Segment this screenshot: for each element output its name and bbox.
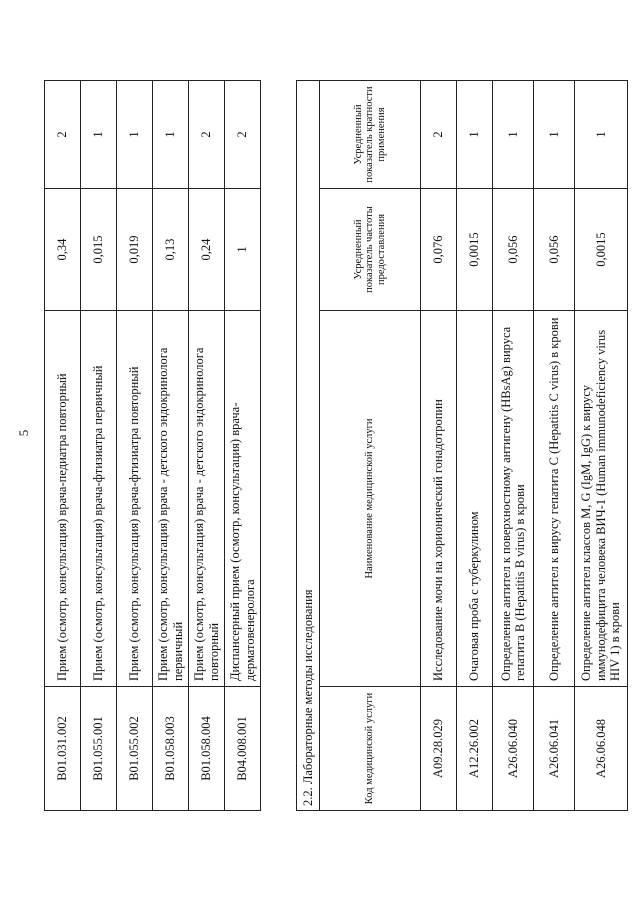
table-row xyxy=(493,80,534,810)
service-code: B01.055.001 xyxy=(81,687,117,811)
multiplicity-value: 1 xyxy=(117,81,153,189)
section-title: 2.2. Лабораторные методы исследования xyxy=(297,80,320,810)
frequency-value: 1 xyxy=(225,189,261,311)
multiplicity-value: 2 xyxy=(45,81,81,189)
service-code: A26.06.041 xyxy=(534,687,575,811)
service-code: A26.06.040 xyxy=(493,687,534,811)
service-name: Прием (осмотр, консультация) врача-фтизиатра первичный xyxy=(81,311,117,687)
multiplicity-value: 1 xyxy=(81,81,117,189)
frequency-value: 0,015 xyxy=(81,189,117,311)
multiplicity-value: 1 xyxy=(575,80,628,188)
services-table-top xyxy=(44,80,261,811)
service-code: B01.058.003 xyxy=(153,687,189,811)
service-name: Определение антител к поверхностному антигену (HBsAg) вируса гепатита B (Hepatitis B virus) в крови xyxy=(493,311,534,687)
multiplicity-value: 1 xyxy=(493,80,534,188)
table-row xyxy=(153,81,189,811)
header-name: Наименование медицинской услуги xyxy=(320,311,421,687)
service-code: B04.008.001 xyxy=(225,687,261,811)
table-row xyxy=(45,81,81,811)
table-row xyxy=(117,81,153,811)
service-name: Определение антител классов M, G (IgM, IgG) к вирусу иммунодефицита человека ВИЧ-1 (Human immunodeficiency virus HIV 1) в крови xyxy=(575,311,628,687)
service-name: Очаговая проба с туберкулином xyxy=(457,311,493,687)
frequency-value: 0,056 xyxy=(534,189,575,311)
table-row xyxy=(534,80,575,810)
frequency-value: 0,056 xyxy=(493,189,534,311)
service-code: A26.06.048 xyxy=(575,687,628,811)
header-multiplicity: Усредненный показатель кратности применения xyxy=(320,80,421,188)
page-number: 5 xyxy=(16,429,31,437)
service-name: Прием (осмотр, консультация) врача - детского эндокринолога первичный xyxy=(153,311,189,687)
table-row xyxy=(575,80,628,810)
multiplicity-value: 1 xyxy=(457,80,493,188)
header-code: Код медицинской услуги xyxy=(320,687,421,811)
service-code: B01.031.002 xyxy=(45,687,81,811)
table-row xyxy=(189,81,225,811)
frequency-value: 0,34 xyxy=(45,189,81,311)
frequency-value: 0,019 xyxy=(117,189,153,311)
table-row xyxy=(81,81,117,811)
service-name: Исследование мочи на хорионический гонадотропин xyxy=(421,311,457,687)
table-row xyxy=(421,80,457,810)
service-name: Определение антител к вирусу гепатита C (Hepatitis C virus) в крови xyxy=(534,311,575,687)
frequency-value: 0,076 xyxy=(421,189,457,311)
frequency-value: 0,0015 xyxy=(575,189,628,311)
service-code: B01.055.002 xyxy=(117,687,153,811)
multiplicity-value: 1 xyxy=(153,81,189,189)
frequency-value: 0,13 xyxy=(153,189,189,311)
multiplicity-value: 2 xyxy=(225,81,261,189)
service-name: Прием (осмотр, консультация) врача-фтизиатра повторный xyxy=(117,311,153,687)
header-frequency: Усредненный показатель частоты предоставления xyxy=(320,189,421,311)
header-row xyxy=(320,80,421,810)
frequency-value: 0,0015 xyxy=(457,189,493,311)
service-name: Диспансерный прием (осмотр, консультация) врача-дерматовенеролога xyxy=(225,311,261,687)
table-row xyxy=(457,80,493,810)
multiplicity-value: 1 xyxy=(534,80,575,188)
multiplicity-value: 2 xyxy=(189,81,225,189)
service-name: Прием (осмотр, консультация) врача - детского эндокринолога повторный xyxy=(189,311,225,687)
frequency-value: 0,24 xyxy=(189,189,225,311)
service-name: Прием (осмотр, консультация) врача-педиатра повторный xyxy=(45,311,81,687)
service-code: B01.058.004 xyxy=(189,687,225,811)
lab-methods-table xyxy=(296,80,628,811)
section-title-row xyxy=(297,80,320,810)
multiplicity-value: 2 xyxy=(421,80,457,188)
service-code: A12.26.002 xyxy=(457,687,493,811)
service-code: A09.28.029 xyxy=(421,687,457,811)
table-row xyxy=(225,81,261,811)
